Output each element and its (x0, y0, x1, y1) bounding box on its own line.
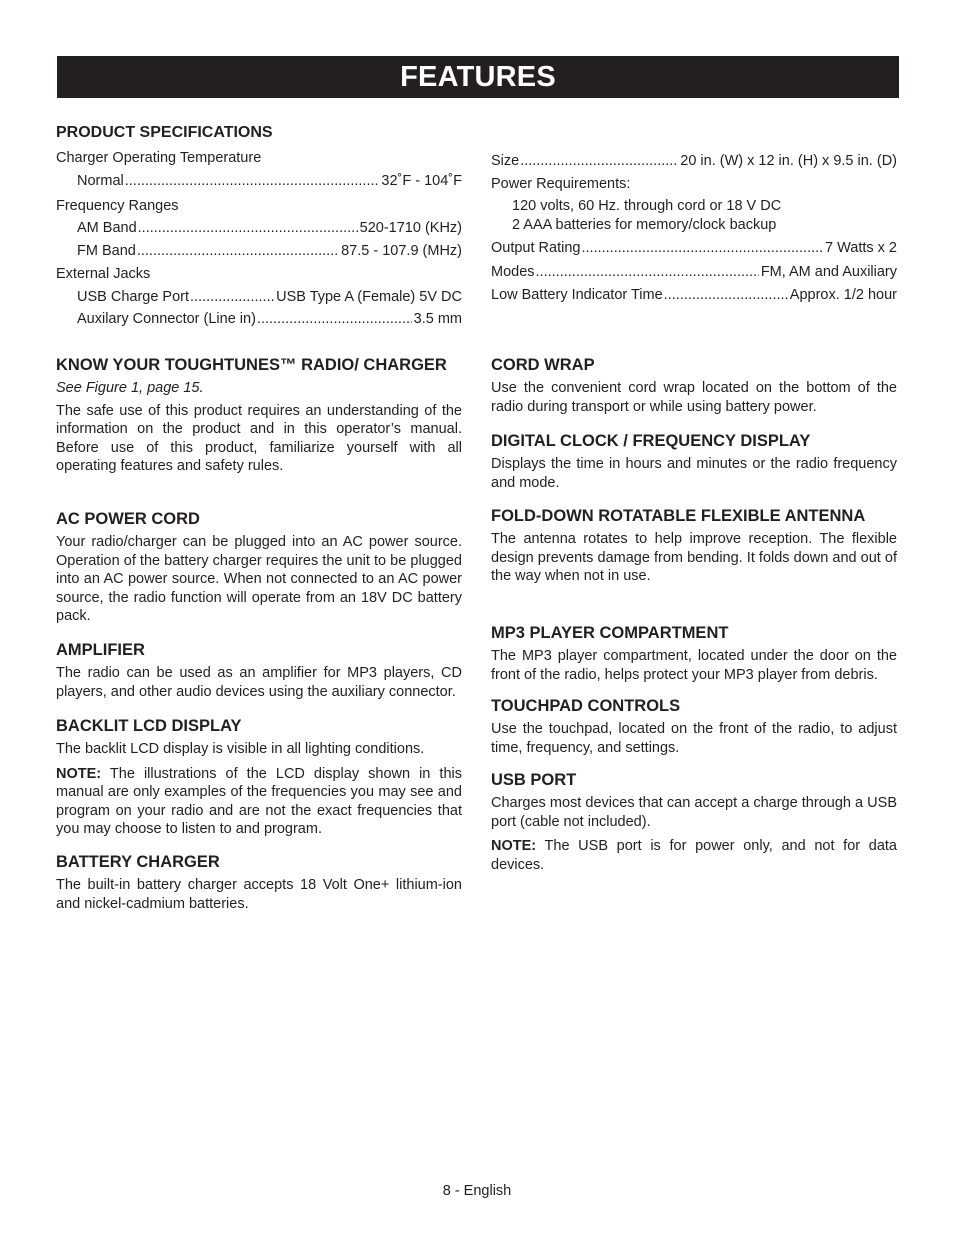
spec-label: Normal (77, 173, 124, 189)
spec-row-modes (491, 263, 897, 281)
note-body: The USB port is for power only, and not for data devices. (491, 838, 897, 873)
section-heading: BATTERY CHARGER (56, 853, 220, 871)
spec-row-aux (77, 310, 462, 328)
page-number: 8 - English (442, 1183, 512, 1199)
section-body: The antenna rotates to help improve reception. The flexible design prevents damage from bending. It folds down and out of the way when not in use. (491, 531, 897, 585)
spec-row-fm (77, 242, 462, 260)
spec-row-size (491, 152, 897, 170)
spec-label: FM Band (77, 243, 136, 259)
section-heading: AMPLIFIER (56, 641, 145, 659)
spec-row-output (491, 239, 897, 257)
freq-label: Frequency Ranges (56, 198, 179, 214)
section-ac-power-cord (56, 508, 462, 632)
page-title: FEATURES (400, 60, 556, 93)
jacks-label: External Jacks (56, 266, 151, 282)
section-body: The built-in battery charger accepts 18 Volt One+ lithium-ion and nickel-cadmium batteries. (56, 877, 462, 912)
spec-value: 87.5 - 107.9 (MHz) (341, 243, 462, 259)
note-label: NOTE: (56, 765, 102, 782)
section-antenna (491, 505, 897, 592)
spec-value: FM, AM and Auxiliary (760, 264, 897, 280)
section-heading: MP3 PLAYER COMPARTMENT (491, 624, 729, 642)
section-usb-port (491, 769, 897, 880)
spec-label: Output Rating (491, 240, 581, 256)
spec-label: Modes (491, 264, 535, 280)
section-body: Charges most devices that can accept a charge through a USB port (cable not included). (491, 795, 897, 830)
spec-value: 7 Watts x 2 (825, 240, 897, 256)
section-body: The safe use of this product requires an understanding of the information on the product and in this operator’s manual. Before use of this product, familiarize yourself with all operating features and safety rules. (56, 402, 462, 475)
spec-value: 3.5 mm (413, 311, 462, 327)
spec-row-usb (77, 288, 462, 306)
power-line-2: 2 AAA batteries for memory/clock backup (512, 217, 777, 233)
section-amplifier (56, 639, 462, 707)
spec-row-normal (77, 172, 462, 190)
section-heading: TOUCHPAD CONTROLS (491, 697, 681, 715)
spec-row-low-battery (491, 286, 897, 304)
section-backlit-lcd (56, 715, 462, 845)
section-heading: AC POWER CORD (56, 510, 200, 528)
specs-title: PRODUCT SPECIFICATIONS (56, 124, 273, 141)
section-heading: BACKLIT LCD DISPLAY (56, 717, 242, 735)
spec-value: 20 in. (W) x 12 in. (H) x 9.5 in. (D) (680, 153, 897, 169)
spec-label: Auxilary Connector (Line in) (77, 311, 256, 327)
spec-label: Low Battery Indicator Time (491, 287, 663, 303)
section-heading: FOLD-DOWN ROTATABLE FLEXIBLE ANTENNA (491, 507, 866, 525)
section-body: Your radio/charger can be plugged into an AC power source. Operation of the battery charger requires the unit to be plugged into an AC power source. When not connected to an AC power source, the radio function will operate from an 18V DC battery pack. (56, 534, 462, 625)
section-body: Displays the time in hours and minutes or the radio frequency and mode. (491, 456, 897, 491)
section-body: The radio can be used as an amplifier for MP3 players, CD players, and other audio devices using the auxiliary connector. (56, 665, 462, 700)
charger-temp-label: Charger Operating Temperature (56, 150, 262, 166)
note-paragraph (56, 765, 462, 839)
section-digital-clock (491, 430, 897, 498)
note-label: NOTE: (491, 838, 537, 855)
section-heading: USB PORT (491, 771, 577, 789)
section-body: Use the touchpad, located on the front of the radio, to adjust time, frequency, and settings. (491, 721, 897, 756)
section-heading: DIGITAL CLOCK / FREQUENCY DISPLAY (491, 432, 811, 450)
spec-row-am (77, 219, 462, 237)
section-heading: CORD WRAP (491, 356, 595, 374)
section-battery-charger (56, 851, 462, 919)
section-mp3-compartment (491, 622, 897, 690)
section-heading: KNOW YOUR TOUGHTUNES™ RADIO/ CHARGER (56, 356, 447, 374)
spec-label: Size (491, 153, 520, 169)
section-know-radio (56, 354, 462, 482)
section-body: Use the convenient cord wrap located on the bottom of the radio during transport or while using battery power. (491, 380, 897, 415)
power-label: Power Requirements: (491, 176, 631, 192)
spec-label: AM Band (77, 220, 137, 236)
section-touchpad-controls (491, 695, 897, 763)
spec-value: 520-1710 (KHz) (359, 220, 462, 236)
figure-reference: See Figure 1, page 15. (56, 380, 204, 396)
section-cord-wrap (491, 354, 897, 422)
section-body: The MP3 player compartment, located under the door on the front of the radio, helps protect your MP3 player from debris. (491, 648, 897, 683)
section-body: The backlit LCD display is visible in all lighting conditions. (56, 741, 425, 757)
power-line-1: 120 volts, 60 Hz. through cord or 18 V DC (512, 198, 782, 214)
spec-value: 32˚F - 104˚F (381, 173, 462, 189)
spec-value: Approx. 1/2 hour (789, 287, 897, 303)
spec-value: USB Type A (Female) 5V DC (276, 289, 462, 305)
note-body: The illustrations of the LCD display shown in this manual are only examples of the frequencies you may see and program on your radio and are not the exact frequencies that you may choose to listen to and program. (56, 765, 462, 838)
note-paragraph (491, 837, 897, 874)
spec-label: USB Charge Port (77, 289, 190, 305)
page-title-banner (57, 56, 899, 98)
